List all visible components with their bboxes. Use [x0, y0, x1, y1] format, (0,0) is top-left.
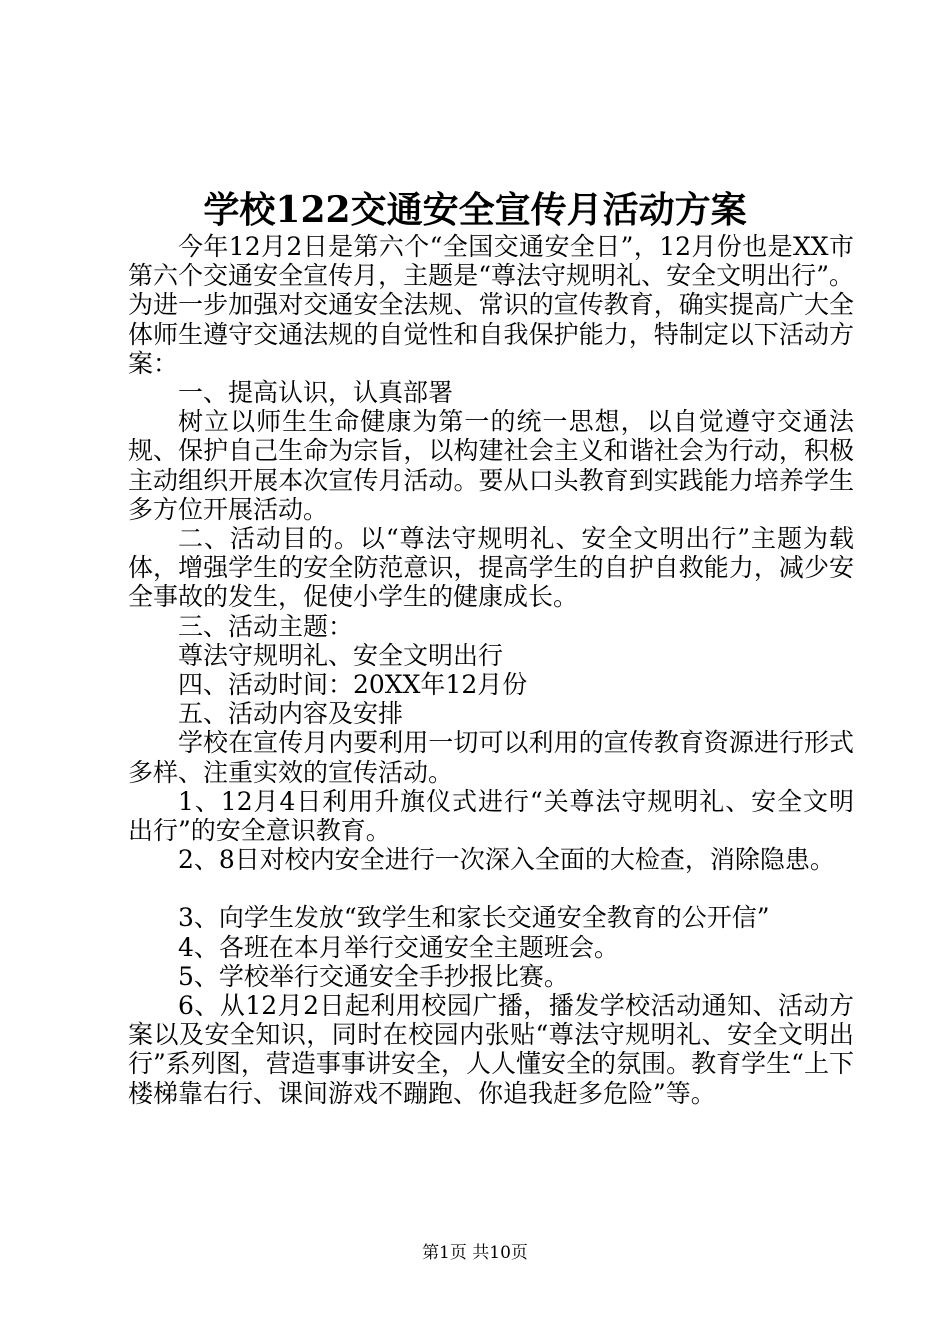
paragraph-theme: 尊法守规明礼、安全文明出行: [178, 640, 504, 670]
list-item-1: 1、12月4日利用升旗仪式进行“关尊法守规明礼、安全文明出行”的安全意识教育。: [128, 786, 854, 846]
list-item-3: 3、向学生发放“致学生和家长交通安全教育的公开信”: [178, 903, 770, 933]
list-item-6: 6、从12月2日起利用校园广播，播发学校活动通知、活动方案以及安全知识，同时在校园内张贴“尊法守规明礼、安全文明出行”系列图，营造事事讲安全，人人懂安全的氛围。教育学生“上下楼梯靠右行、课间游戏不蹦跑、你追我赶多危险”等。: [128, 991, 854, 1108]
list-item-5: 5、学校举行交通安全手抄报比赛。: [178, 961, 569, 991]
paragraph-section-1: 树立以师生生命健康为第一的统一思想，以自觉遵守交通法规、保护自己生命为宗旨，以构建社会主义和谐社会为行动，积极主动组织开展本次宣传月活动。要从口头教育到实践能力培养学生多方位开展活动。: [128, 407, 854, 524]
document-body: [128, 232, 854, 1108]
page-number: 第1页: [422, 1243, 467, 1263]
paragraph-heading-2: 二、活动目的。以“尊法守规明礼、安全文明出行”主题为载体，增强学生的安全防范意识，提高学生的自护自救能力，减少安全事故的发生，促使小学生的健康成长。: [128, 524, 854, 612]
document-title: 学校122交通安全宣传月活动方案: [203, 189, 747, 231]
list-item-4: 4、各班在本月举行交通安全主题班会。: [178, 932, 619, 962]
paragraph-intro: 今年12月2日是第六个“全国交通安全日”，12月份也是XX市第六个交通安全宣传月，主题是“尊法守规明礼、安全文明出行”。为进一步加强对交通安全法规、常识的宣传教育，确实提高广大全体师生遵守交通法规的自觉性和自我保护能力，特制定以下活动方案：: [128, 232, 854, 378]
paragraph-heading-1: 一、提高认识，认真部署: [178, 378, 454, 408]
paragraph-section-5: 学校在宣传月内要利用一切可以利用的宣传教育资源进行形式多样、注重实效的宣传活动。: [128, 728, 854, 787]
paragraph-heading-5: 五、活动内容及安排: [178, 699, 404, 729]
paragraph-heading-4: 四、活动时间：20XX年12月份: [178, 670, 528, 700]
list-item-2: 2、8日对校内安全进行一次深入全面的大检查，消除隐患。: [178, 845, 835, 875]
page-footer: [0, 1242, 950, 1264]
page-total: 共10页: [472, 1243, 528, 1263]
paragraph-heading-3: 三、活动主题：: [178, 611, 354, 641]
